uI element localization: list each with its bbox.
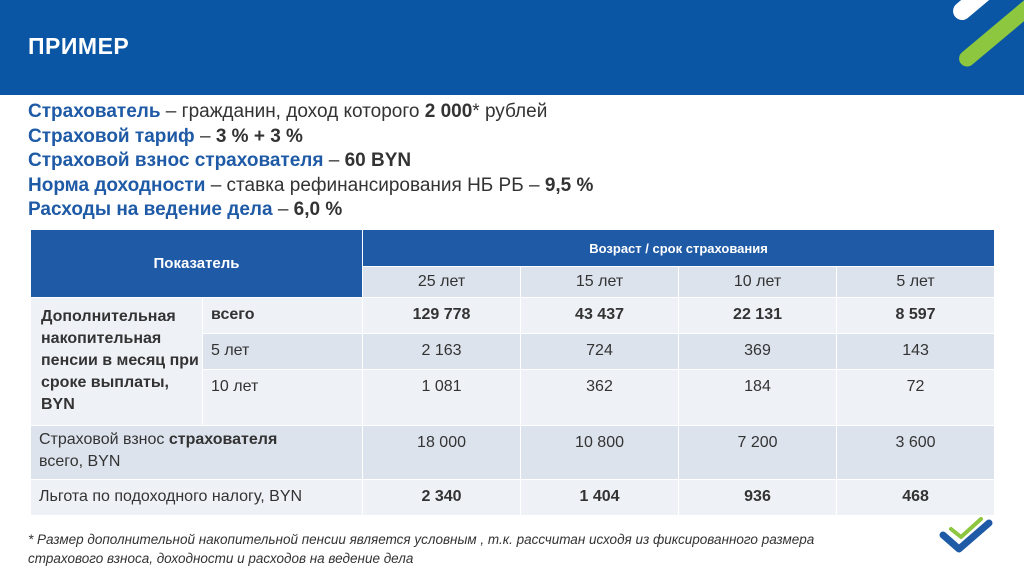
table-cell: 143 xyxy=(837,334,995,370)
contribution-label-bold: страхователя xyxy=(168,431,278,448)
table-cell: 2 340 xyxy=(363,480,521,516)
example-parameters xyxy=(28,100,593,223)
contribution-label-part: Страховой взнос xyxy=(39,431,169,448)
table-cell: 468 xyxy=(837,480,995,516)
table-cell: 72 xyxy=(837,370,995,426)
pension-table xyxy=(30,229,995,516)
param-tariff xyxy=(28,125,593,150)
table-cell: 10 800 xyxy=(521,426,679,480)
contribution-label-part: всего, BYN xyxy=(39,453,121,470)
table-cell: 22 131 xyxy=(679,298,837,334)
table-cell: 362 xyxy=(521,370,679,426)
table-cell: 369 xyxy=(679,334,837,370)
page-title: ПРИМЕР xyxy=(28,33,130,59)
param-text: – xyxy=(194,125,216,147)
row-sublabel: всего xyxy=(203,298,363,334)
param-insurer xyxy=(28,100,593,125)
header-age-group: Возраст / срок страхования xyxy=(363,230,995,267)
param-label: Страхователь xyxy=(28,101,161,122)
table-row xyxy=(31,298,995,334)
brand-logo-icon xyxy=(944,0,1024,95)
table-cell: 43 437 xyxy=(521,298,679,334)
param-text: – ставка рефинансирования НБ РБ – xyxy=(205,174,545,196)
param-text: * рублей xyxy=(472,101,548,122)
contribution-label xyxy=(31,426,363,480)
check-logo-icon xyxy=(937,517,997,557)
row-sublabel: 10 лет xyxy=(203,370,363,426)
header-bar xyxy=(0,0,1024,95)
param-label: Страховой взнос страхователя xyxy=(28,150,324,171)
header-age-15: 15 лет xyxy=(521,267,679,298)
table-cell: 1 404 xyxy=(521,480,679,516)
table-cell: 7 200 xyxy=(679,426,837,480)
param-contribution xyxy=(28,149,593,174)
param-label: Расходы на ведение дела xyxy=(28,199,273,220)
param-value: 6,0 % xyxy=(293,199,343,220)
param-text: – гражданин, доход которого xyxy=(160,101,425,122)
table-cell: 2 163 xyxy=(363,334,521,370)
param-label: Страховой тариф xyxy=(28,125,195,147)
param-value: 60 BYN xyxy=(344,150,412,171)
header-age-5: 5 лет xyxy=(837,267,995,298)
table-cell: 724 xyxy=(521,334,679,370)
table-row xyxy=(31,426,995,480)
param-expenses xyxy=(28,198,593,223)
header-indicator: Показатель xyxy=(31,230,363,298)
param-text: – xyxy=(323,150,345,171)
table-cell: 1 081 xyxy=(363,370,521,426)
param-label: Норма доходности xyxy=(28,174,206,196)
tax-benefit-label: Льгота по подоходного налогу, BYN xyxy=(31,480,363,516)
table-cell: 129 778 xyxy=(363,298,521,334)
footnote xyxy=(28,530,928,568)
param-value: 2 000 xyxy=(424,101,473,122)
table-cell: 936 xyxy=(679,480,837,516)
footnote-line: страхового взноса, доходности и расходов на ведение дела xyxy=(28,551,414,566)
header-age-25: 25 лет xyxy=(363,267,521,298)
table-cell: 8 597 xyxy=(837,298,995,334)
table-cell: 184 xyxy=(679,370,837,426)
param-yield xyxy=(28,174,593,199)
table-row xyxy=(31,480,995,516)
table-cell: 3 600 xyxy=(837,426,995,480)
param-value: 9,5 % xyxy=(544,174,594,196)
row-sublabel: 5 лет xyxy=(203,334,363,370)
header-age-10: 10 лет xyxy=(679,267,837,298)
footnote-line: * Размер дополнительной накопительной пенсии является условным , т.к. рассчитан исходя из фиксированного размера xyxy=(28,532,815,547)
pension-label: Дополнительная накопительная пенсии в месяц при сроке выплаты, BYN xyxy=(31,298,203,426)
param-text: – xyxy=(272,199,294,220)
param-value: 3 % + 3 % xyxy=(215,125,303,147)
table-cell: 18 000 xyxy=(363,426,521,480)
